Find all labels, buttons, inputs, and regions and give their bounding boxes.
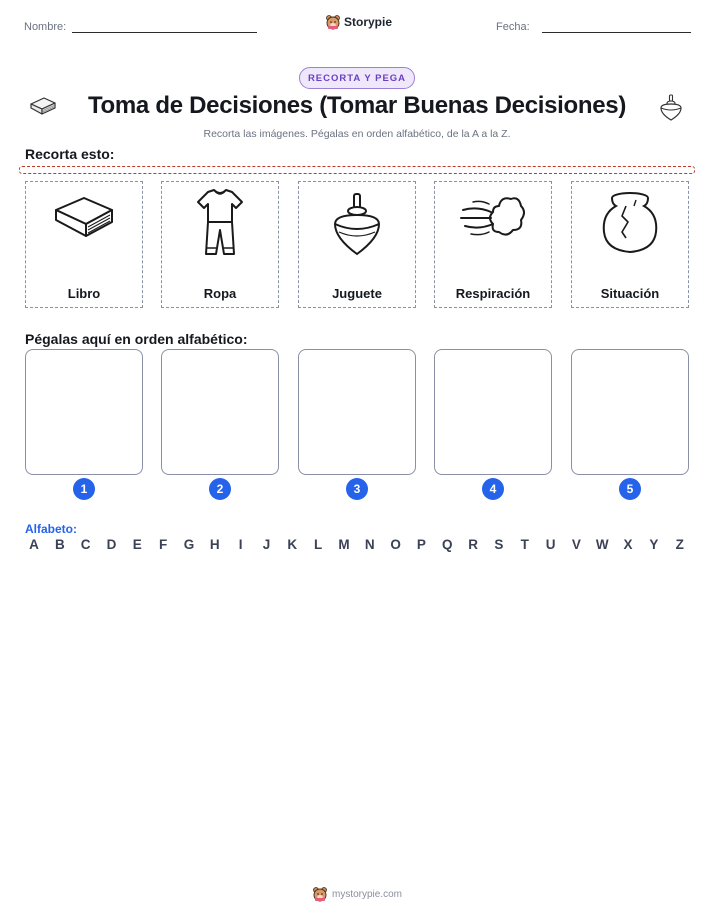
book-icon [50,188,118,252]
brand-logo [325,14,392,30]
footer [0,886,714,902]
letter: Y [649,537,659,552]
letter: R [468,537,478,552]
letter: U [545,537,556,552]
spinning-top-icon [659,94,683,122]
letter: W [595,537,609,552]
letter: L [313,537,323,552]
letter: N [364,537,375,552]
slot-number-2: 2 [209,478,231,500]
cut-card-breath[interactable] [434,181,552,308]
slot-number-4: 4 [482,478,504,500]
card-label: Ropa [203,286,237,301]
paste-slot-3[interactable] [298,349,416,475]
letter: Q [441,537,453,552]
letter: P [416,537,426,552]
letter: D [106,537,117,552]
letter: X [623,537,633,552]
letter: T [520,537,529,552]
name-line[interactable] [72,32,257,33]
footer-url[interactable]: mystorypie.com [331,888,402,900]
letter: B [54,537,65,552]
card-label: Situación [600,286,660,301]
cut-card-clothes[interactable] [161,181,279,308]
paste-slot-1[interactable] [25,349,143,475]
date-line[interactable] [542,32,691,33]
letter: Z [675,537,684,552]
alphabet-heading: Alfabeto: [25,522,77,536]
card-label: Juguete [332,286,382,301]
book-icon [28,95,58,117]
letter: J [262,537,271,552]
paste-heading: Pégalas aquí en orden alfabético: [25,331,248,347]
letter: O [390,537,401,552]
slot-number-5: 5 [619,478,641,500]
paste-slot-4[interactable] [434,349,552,475]
storypie-bear-icon [312,886,328,902]
cracked-vase-icon [596,188,664,260]
letter: V [571,537,581,552]
alphabet-row [25,537,689,552]
letter: C [80,537,91,552]
paste-slot-2[interactable] [161,349,279,475]
name-label: Nombre: [24,21,67,33]
brand-name: Storypie [344,15,393,29]
instructions: Recorta las imágenes. Pégalas en orden alfabético, de la A a la Z. [203,128,511,140]
storypie-bear-icon [325,14,341,30]
card-label: Respiración [455,286,531,301]
breath-icon [459,188,527,252]
cut-card-book[interactable] [25,181,143,308]
letter: F [159,537,168,552]
letter: S [494,537,504,552]
page-title: Toma de Decisiones (Tomar Buenas Decisiones) [87,92,627,119]
clothes-icon [186,188,254,260]
letter: I [238,537,243,552]
letter: K [287,537,298,552]
cut-line [19,166,695,174]
slot-number-3: 3 [346,478,368,500]
slot-number-1: 1 [73,478,95,500]
letter: G [183,537,195,552]
letter: H [209,537,220,552]
letter: E [132,537,142,552]
cut-card-toy[interactable] [298,181,416,308]
date-label: Fecha: [496,21,530,33]
card-label: Libro [67,286,101,301]
activity-badge: RECORTA Y PEGA [299,67,415,89]
spinning-top-icon [323,188,391,260]
paste-slot-5[interactable] [571,349,689,475]
cut-card-situation[interactable] [571,181,689,308]
letter: A [29,537,39,552]
letter: M [338,537,350,552]
cut-heading: Recorta esto: [25,146,115,162]
